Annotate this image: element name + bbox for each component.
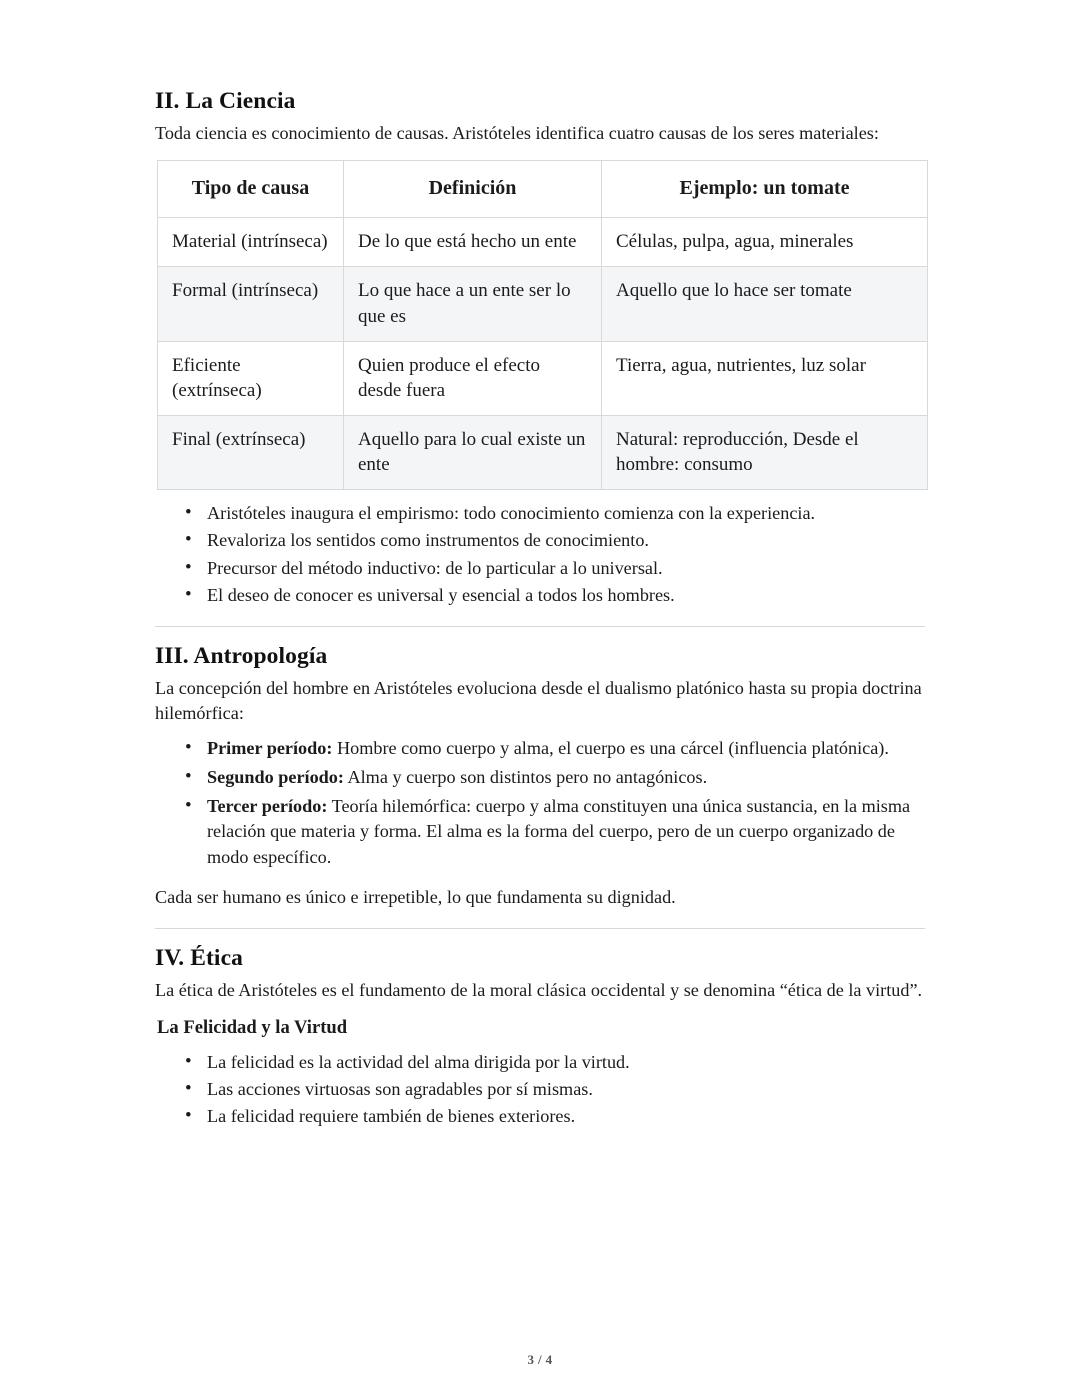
cell-ejemplo: Natural: reproducción, Desde el hombre: consumo [602,415,928,489]
section-heading-ciencia: II. La Ciencia [155,88,296,114]
period-label: Segundo período: [207,766,344,787]
section-divider [155,626,925,627]
cell-ejemplo: Aquello que lo hace ser tomate [602,267,928,341]
table-header-row [158,160,928,218]
subheading-felicidad-virtud: La Felicidad y la Virtud [157,1016,348,1038]
period-label: Tercer período: [207,795,328,816]
column-header-tipo: Tipo de causa [158,160,344,218]
cell-definicion: Quien produce el efecto desde fuera [344,341,602,415]
cell-ejemplo: Tierra, agua, nutrientes, luz solar [602,341,928,415]
table-row [158,415,928,489]
column-header-definicion: Definición [344,160,602,218]
antropologia-closing-paragraph: Cada ser humano es único e irrepetible, lo que fundamenta su dignidad. [155,887,676,908]
etica-intro-paragraph: La ética de Aristóteles es el fundamento de la moral clásica occidental y se denomina “ética de la virtud”. [155,979,923,1000]
section-heading-antropologia: III. Antropología [155,643,328,670]
period-text: Alma y cuerpo son distintos pero no antagónicos. [343,766,708,787]
table-row [158,341,928,415]
section-divider [155,928,925,929]
cell-definicion: De lo que está hecho un ente [344,218,602,267]
list-item: • La felicidad requiere también de bienes exteriores. [207,1103,925,1129]
antropologia-periods-list [155,736,925,871]
cell-tipo: Material (intrínseca) [158,218,344,267]
ciencia-bullet-list [155,500,925,609]
list-item: • Las acciones virtuosas son agradables por sí mismas. [207,1076,925,1102]
ciencia-intro-paragraph: Toda ciencia es conocimiento de causas. Aristóteles identifica cuatro causas de los seres materiales: [155,123,879,143]
causes-table [157,160,928,490]
cell-tipo: Final (extrínseca) [158,415,344,489]
column-header-ejemplo: Ejemplo: un tomate [602,160,928,218]
list-item [207,794,925,872]
page-footer: 3 / 4 [527,1352,553,1367]
antropologia-intro-paragraph: La concepción del hombre en Aristóteles evoluciona desde el dualismo platónico hasta su propia doctrina hilemórfica: [155,678,922,724]
period-text: Hombre como cuerpo y alma, el cuerpo es una cárcel (influencia platónica). [332,737,889,758]
section-heading-etica: IV. Ética [155,944,243,971]
cell-definicion: Aquello para lo cual existe un ente [344,415,602,489]
list-item: • Precursor del método inductivo: de lo particular a lo universal. [207,555,925,581]
period-text: Teoría hilemórfica: cuerpo y alma constituyen una única sustancia, en la misma relación que materia y forma. El alma es la forma del cuerpo, pero de un cuerpo organizado de modo específico. [207,795,911,868]
list-item [207,736,925,762]
list-item: • El deseo de conocer es universal y esencial a todos los hombres. [207,582,925,608]
period-label: Primer período: [207,737,333,758]
etica-bullet-list [155,1049,925,1130]
cell-tipo: Eficiente (extrínseca) [158,341,344,415]
list-item: • Revaloriza los sentidos como instrumentos de conocimiento. [207,527,925,553]
list-item: • Aristóteles inaugura el empirismo: todo conocimiento comienza con la experiencia. [207,500,925,526]
list-item [207,765,925,791]
table-row [158,267,928,341]
page-content [155,88,925,1134]
cell-ejemplo: Células, pulpa, agua, minerales [602,218,928,267]
list-item: • La felicidad es la actividad del alma dirigida por la virtud. [207,1049,925,1075]
table-row [158,218,928,267]
cell-tipo: Formal (intrínseca) [158,267,344,341]
cell-definicion: Lo que hace a un ente ser lo que es [344,267,602,341]
